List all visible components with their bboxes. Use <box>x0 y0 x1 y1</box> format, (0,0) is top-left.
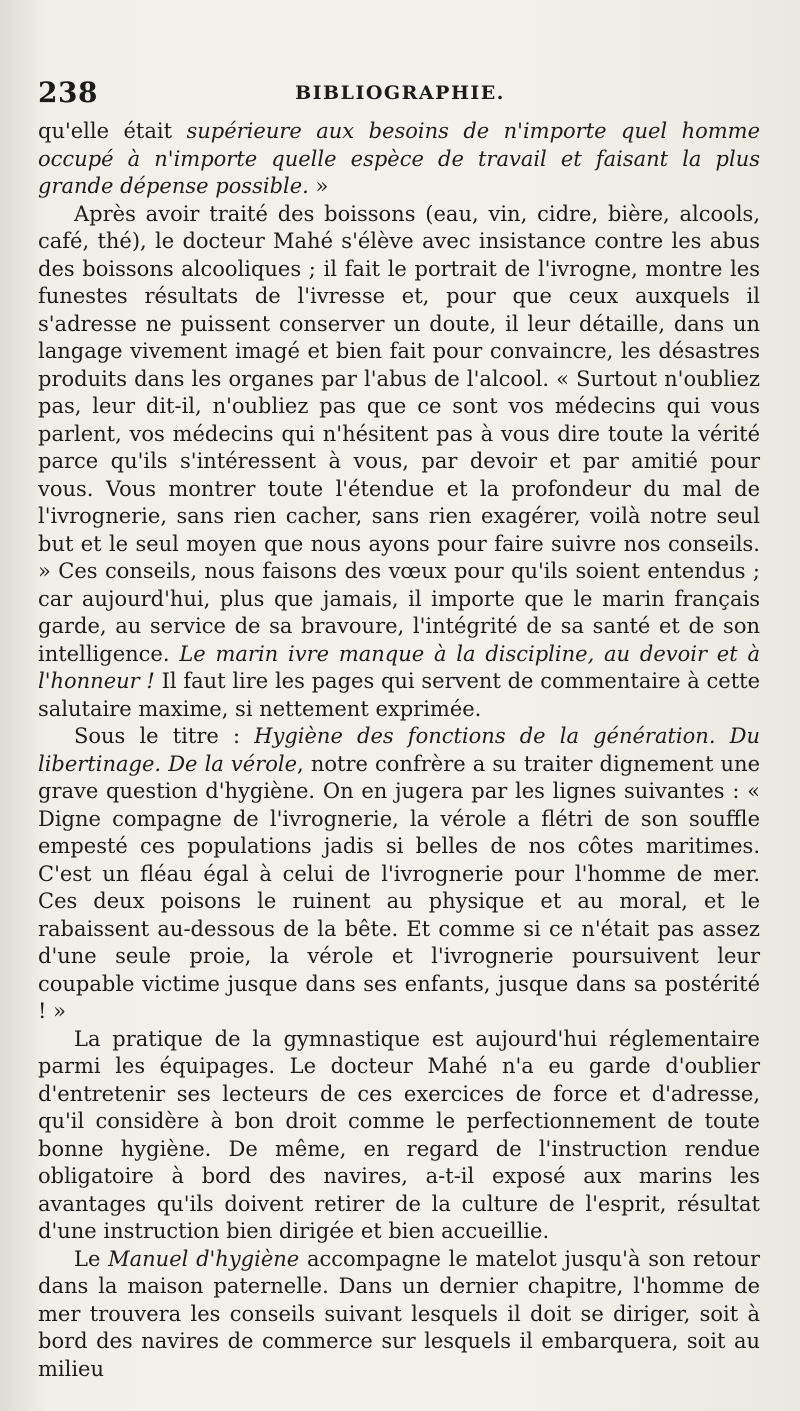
page-header <box>38 72 762 112</box>
text-segment: La pratique de la gymnastique est aujourd'hui réglementaire parmi les équipages. Le docteur Mahé n'a eu garde d'oublier d'entretenir ses lecteurs de ces exercices de force et d'adresse, qu'il considère à bon droit comme le perfectionnement de toute bonne hygiène. De même, en regard de l'instruction rendue obligatoire à bord des navires, a-t-il exposé aux marins les avantages qu'ils doivent retirer de la culture de l'esprit, résultat d'une instruction bien dirigée et bien accueillie. <box>38 1026 760 1243</box>
text-segment: qu'elle était <box>38 119 187 143</box>
text-segment: accompagne le matelot jusqu'à son retour dans la maison paternelle. Dans un dernier chapitre, l'homme de mer trouvera les conseils suivant lesquels il doit se diriger, soit à bord des navires de commerce sur lesquels il embarquera, soit au milieu <box>38 1246 760 1381</box>
paragraph <box>38 118 760 201</box>
paragraph <box>38 201 760 724</box>
paragraph <box>38 723 760 1026</box>
paragraph <box>38 1246 760 1384</box>
paragraph <box>38 1026 760 1246</box>
text-segment: Le <box>74 1246 109 1271</box>
body-text <box>38 118 760 1383</box>
text-segment: » <box>308 174 329 198</box>
italic-segment: Le marin ivre manque à la discipline, au devoir et à l'honneur ! <box>38 641 760 693</box>
text-segment: Après avoir traité des boissons (eau, vin, cidre, bière, alcools, café, thé), le docteur Mahé s'élève avec insistance contre les abus des boissons alcooliques ; il fait le portrait de l'ivrogne, montre les funestes résultats de l'ivresse et, pour que ceux auxquels il s'adresse ne puissent conserver un doute, il leur détaille, dans un langage vivement imagé et bien fait pour convaincre, les désastres produits dans les organes par l'abus de l'alcool. « Surtout n'oubliez pas, leur dit-il, n'oubliez pas que ce sont vos médecins qui vous parlent, vos médecins qui n'hésitent pas à vous dire toute la vérité parce qu'ils s'intéressent à vous, par devoir et par amitié pour vous. Vous montrer toute l'étendue et la profondeur du mal de l'ivrognerie, sans rien cacher, sans rien exagérer, voilà notre seul but et le seul moyen que nous ayons pour faire suivre nos conseils. » Ces conseils, nous faisons des vœux pour qu'ils soient entendus ; car aujourd'hui, plus que jamais, il importe que le marin français garde, au service de sa bravoure, l'intégrité de sa santé et de son intelligence. <box>38 201 760 666</box>
running-title: BIBLIOGRAPHIE. <box>295 82 505 104</box>
italic-segment: Hygiène des fonctions de la génération. Du libertinage. De la vérole <box>38 724 760 776</box>
text-segment: Sous le titre : <box>74 724 255 748</box>
text-segment: , notre confrère a su traiter dignement une grave question d'hygiène. On en jugera par les lignes suivantes : « Digne compagne de l'ivrognerie, la vérole a flétri de son souffle empesté ces populations jadis si belles de nos côtes maritimes. C'est un fléau égal à celui de l'ivrognerie pour l'homme de mer. Ces deux poisons le ruinent au physique et au moral, et le rabaissent au-dessous de la bête. Et comme si ce n'était pas assez d'une seule proie, la vérole et l'ivrognerie poursuivent leur coupable victime jusque dans ses enfants, jusque dans sa postérité ! » <box>38 751 760 1023</box>
page-number: 238 <box>38 76 98 109</box>
text-segment: Il faut lire les pages qui servent de commentaire à cette salutaire maxime, si nettement exprimée. <box>38 669 760 721</box>
italic-segment: supérieure aux besoins de n'importe quel homme occupé à n'importe quelle espèce de travail et faisant la plus grande dépense possible. <box>38 119 761 198</box>
italic-segment: Manuel d'hygiène <box>108 1246 300 1271</box>
